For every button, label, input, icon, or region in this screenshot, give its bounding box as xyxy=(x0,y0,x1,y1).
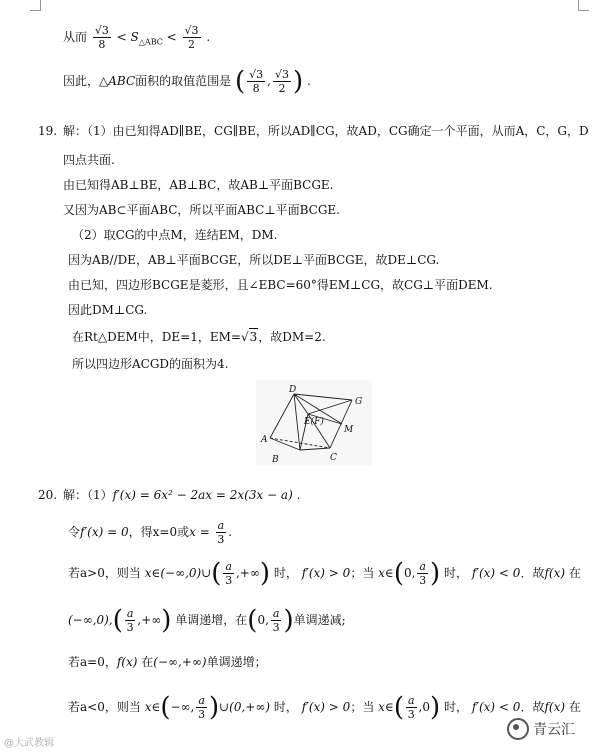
fraction: $\frac{a}{3}$ xyxy=(217,519,225,546)
crop-mark-tr xyxy=(578,0,589,11)
q20-number: 20. xyxy=(38,488,58,502)
label-D: D xyxy=(289,385,297,395)
fraction: $\frac{a}{3}$ xyxy=(272,607,280,634)
fraction: $\frac{a}{3}$ xyxy=(419,560,427,587)
q19-line-7: 由已知，四边形BCGE是菱形，且∠EBC=60°得EM⊥CG，故CG⊥平面DEM. xyxy=(68,278,493,292)
fraction: $\frac{a}{3}$ xyxy=(407,694,415,721)
q19-line-9: 在Rt△DEM中，DE=1，EM=√3，故DM=2. xyxy=(72,330,326,344)
label-B: B xyxy=(272,455,279,465)
line-range-inequality: 从而 $\frac{√3}{8}$ < $S_{\triangle ABC}$ < $\frac{√3}{2}$ . xyxy=(63,24,211,51)
q19-line-4: 又因为AB⊂平面ABC，所以平面ABC⊥平面BCGE. xyxy=(63,203,340,217)
q19-line-6: 因为AB//DE，AB⊥平面BCGE，所以DE⊥平面BCGE，故DE⊥CG. xyxy=(68,253,440,267)
q19-line-1: 解：（1）由已知得AD∥BE，CG∥BE，所以AD∥CG，故AD，CG确定一个平面，从而A，C，G，D xyxy=(63,124,589,138)
crop-mark-tl xyxy=(30,0,41,11)
fraction: $\frac{√3}{8}$ xyxy=(249,68,264,95)
q20-line-1: 解：（1）f′(x) = 6x² − 2ax = 2x(3x − a) . xyxy=(63,488,301,502)
q19-line-5: （2）取CG的中点M，连结EM，DM. xyxy=(72,228,278,242)
label-C: C xyxy=(330,453,337,463)
label-A: A xyxy=(261,435,268,445)
q19-line-10: 所以四边形ACGD的面积为4. xyxy=(72,357,229,371)
geometry-figure xyxy=(256,380,372,466)
q19-line-2: 四点共面. xyxy=(63,153,115,167)
watermark-right: 青云汇 xyxy=(507,718,575,740)
q19-number: 19. xyxy=(38,124,58,138)
q20-line-6: 若a<0，则当 x∈(−∞, $\frac{a}{3}$ )∪(0,+∞) 时， f′(x) > 0；当 x∈( $\frac{a}{3}$ ,0) 时， f′(x) < 0．故f(x) 在 xyxy=(68,692,581,723)
fraction: $\frac{a}{3}$ xyxy=(225,560,233,587)
fraction: $\frac{a}{3}$ xyxy=(126,607,134,634)
wechat-icon xyxy=(507,718,529,740)
fraction: $\frac{a}{3}$ xyxy=(198,694,206,721)
prism-diagram xyxy=(256,380,372,466)
watermark-left: @大武教辑 xyxy=(4,738,54,749)
q20-line-2: 令f′(x) = 0，得x=0或x = $\frac{a}{3}$ . xyxy=(68,519,232,546)
q19-line-3: 由已知得AB⊥BE，AB⊥BC，故AB⊥平面BCGE. xyxy=(63,178,334,192)
q19-line-8: 因此DM⊥CG. xyxy=(68,303,148,317)
q20-line-5: 若a=0，f(x) 在(−∞,+∞)单调递增； xyxy=(68,655,267,669)
label-M: M xyxy=(344,425,354,435)
line-area-range: 因此，△ABC面积的取值范围是 ( $\frac{√3}{8}$ , $\frac{√3}{2}$ ) . xyxy=(63,66,311,97)
q20-line-3: 若a>0，则当 x∈(−∞,0)∪( $\frac{a}{3}$ ,+∞) 时， f′(x) > 0；当 x∈(0, $\frac{a}{3}$ ) 时， f′(x) < 0．故f(x) 在 xyxy=(68,558,581,589)
fraction: $\frac{√3}{8}$ xyxy=(94,24,109,51)
q20-line-4: (−∞,0),( $\frac{a}{3}$ ,+∞) 单调递增，在(0, $\frac{a}{3}$ )单调递减; xyxy=(68,605,346,636)
label-EF: E(F) xyxy=(304,417,324,427)
fraction: $\frac{√3}{2}$ xyxy=(184,24,199,51)
fraction: $\frac{√3}{2}$ xyxy=(274,68,289,95)
label-G: G xyxy=(355,397,363,407)
